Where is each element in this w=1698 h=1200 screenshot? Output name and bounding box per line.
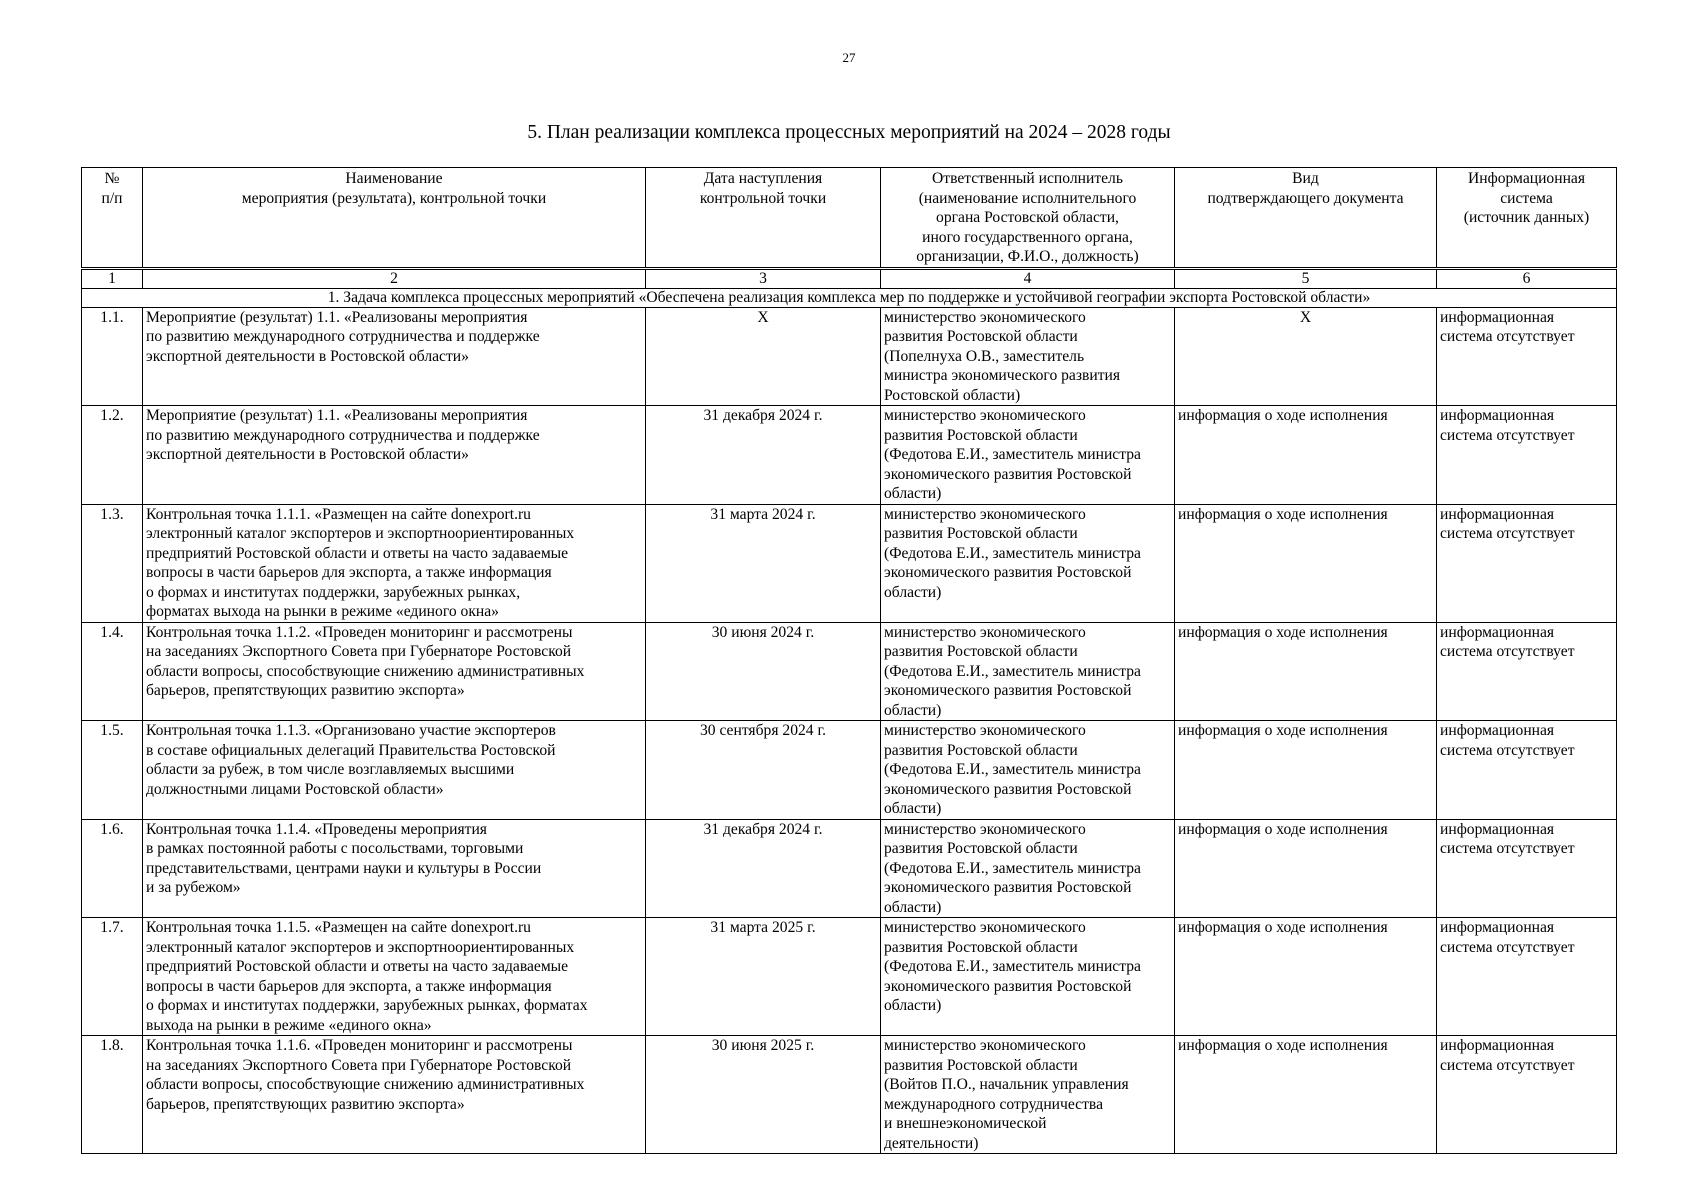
row-number: 1.5. [82, 721, 143, 820]
table-row [82, 622, 1617, 721]
column-number: 1 [82, 268, 143, 288]
row-executor: министерство экономического развития Ростовской области (Федотова Е.И., заместитель министра экономического развития Ростовской области) [881, 406, 1175, 505]
row-system: информационная система отсутствует [1437, 406, 1617, 505]
row-system: информационная система отсутствует [1437, 504, 1617, 622]
row-name: Контрольная точка 1.1.1. «Размещен на сайте donexport.ru электронный каталог экспортеров и экспортноориентированных предприятий Ростовской области и ответы на часто задаваемые вопросы в части барьеров для экспорта, а также информация о формах и институтах поддержки, зарубежных рынках, форматах выхода на рынки в режиме «единого окна» [143, 504, 646, 622]
row-date: 31 марта 2025 г. [646, 918, 881, 1036]
table-row [82, 1036, 1617, 1154]
header-executor: Ответственный исполнитель (наименование исполнительного органа Ростовской области, иного государственного органа, организации, Ф.И.О., должность) [881, 168, 1175, 269]
row-date: 30 июня 2025 г. [646, 1036, 881, 1154]
row-document: информация о ходе исполнения [1175, 406, 1437, 505]
column-number: 2 [143, 268, 646, 288]
row-executor: министерство экономического развития Ростовской области (Попелнуха О.В., заместитель министра экономического развития Ростовской области) [881, 307, 1175, 406]
row-executor: министерство экономического развития Ростовской области (Федотова Е.И., заместитель министра экономического развития Ростовской области) [881, 918, 1175, 1036]
row-number: 1.4. [82, 622, 143, 721]
row-date: 30 сентября 2024 г. [646, 721, 881, 820]
row-system: информационная система отсутствует [1437, 819, 1617, 918]
row-date: 30 июня 2024 г. [646, 622, 881, 721]
row-name: Контрольная точка 1.1.2. «Проведен мониторинг и рассмотрены на заседаниях Экспортного Совета при Губернаторе Ростовской области вопросы, способствующие снижению административных барьеров, препятствующих развитию экспорта» [143, 622, 646, 721]
task-title: 1. Задача комплекса процессных мероприятий «Обеспечена реализация комплекса мер по поддержке и устойчивой географии экспорта Ростовской области» [82, 288, 1617, 307]
task-row [82, 288, 1617, 307]
header-document: Вид подтверждающего документа [1175, 168, 1437, 269]
header-system: Информационная система (источник данных) [1437, 168, 1617, 269]
row-name: Контрольная точка 1.1.3. «Организовано участие экспортеров в составе официальных делегаций Правительства Ростовской области за рубеж, в том числе возглавляемых высшими должностными лицами Ростовской области» [143, 721, 646, 820]
header-date: Дата наступления контрольной точки [646, 168, 881, 269]
row-date: 31 декабря 2024 г. [646, 819, 881, 918]
table-row [82, 406, 1617, 505]
row-document: информация о ходе исполнения [1175, 721, 1437, 820]
column-number: 4 [881, 268, 1175, 288]
row-document: X [1175, 307, 1437, 406]
page-number: 27 [842, 50, 856, 65]
row-name: Контрольная точка 1.1.4. «Проведены мероприятия в рамках постоянной работы с посольствами, торговыми представительствами, центрами науки и культуры в России и за рубежом» [143, 819, 646, 918]
row-system: информационная система отсутствует [1437, 1036, 1617, 1154]
row-system: информационная система отсутствует [1437, 622, 1617, 721]
row-number: 1.2. [82, 406, 143, 505]
header-row [82, 168, 1617, 269]
header-number: № п/п [82, 168, 143, 269]
row-executor: министерство экономического развития Ростовской области (Федотова Е.И., заместитель министра экономического развития Ростовской области) [881, 721, 1175, 820]
row-name: Контрольная точка 1.1.6. «Проведен мониторинг и рассмотрены на заседаниях Экспортного Совета при Губернаторе Ростовской области вопросы, способствующие снижению административных барьеров, препятствующих развитию экспорта» [143, 1036, 646, 1154]
row-document: информация о ходе исполнения [1175, 622, 1437, 721]
table-row [82, 918, 1617, 1036]
row-date: 31 декабря 2024 г. [646, 406, 881, 505]
row-executor: министерство экономического развития Ростовской области (Войтов П.О., начальник управления международного сотрудничества и внешнеэкономической деятельности) [881, 1036, 1175, 1154]
row-number: 1.6. [82, 819, 143, 918]
column-number: 3 [646, 268, 881, 288]
column-number: 5 [1175, 268, 1437, 288]
row-number: 1.3. [82, 504, 143, 622]
page-title: 5. План реализации комплекса процессных мероприятий на 2024 – 2028 годы [527, 122, 1171, 143]
row-number: 1.8. [82, 1036, 143, 1154]
row-system: информационная система отсутствует [1437, 307, 1617, 406]
row-executor: министерство экономического развития Ростовской области (Федотова Е.И., заместитель министра экономического развития Ростовской области) [881, 819, 1175, 918]
row-date: X [646, 307, 881, 406]
row-system: информационная система отсутствует [1437, 918, 1617, 1036]
table-row [82, 307, 1617, 406]
row-system: информационная система отсутствует [1437, 721, 1617, 820]
plan-table [81, 167, 1617, 1154]
row-document: информация о ходе исполнения [1175, 819, 1437, 918]
table-row [82, 504, 1617, 622]
row-name: Мероприятие (результат) 1.1. «Реализованы мероприятия по развитию международного сотрудничества и поддержке экспортной деятельности в Ростовской области» [143, 307, 646, 406]
row-document: информация о ходе исполнения [1175, 504, 1437, 622]
row-name: Контрольная точка 1.1.5. «Размещен на сайте donexport.ru электронный каталог экспортеров и экспортноориентированных предприятий Ростовской области и ответы на часто задаваемые вопросы в части барьеров для экспорта, а также информация о формах и институтах поддержки, зарубежных рынках, форматах выхода на рынки в режиме «единого окна» [143, 918, 646, 1036]
table-row [82, 721, 1617, 820]
column-numbers-row [82, 268, 1617, 288]
row-number: 1.1. [82, 307, 143, 406]
row-document: информация о ходе исполнения [1175, 918, 1437, 1036]
row-number: 1.7. [82, 918, 143, 1036]
table-row [82, 819, 1617, 918]
column-number: 6 [1437, 268, 1617, 288]
header-name: Наименование мероприятия (результата), контрольной точки [143, 168, 646, 269]
row-executor: министерство экономического развития Ростовской области (Федотова Е.И., заместитель министра экономического развития Ростовской области) [881, 622, 1175, 721]
row-date: 31 марта 2024 г. [646, 504, 881, 622]
row-document: информация о ходе исполнения [1175, 1036, 1437, 1154]
row-executor: министерство экономического развития Ростовской области (Федотова Е.И., заместитель министра экономического развития Ростовской области) [881, 504, 1175, 622]
row-name: Мероприятие (результат) 1.1. «Реализованы мероприятия по развитию международного сотрудничества и поддержке экспортной деятельности в Ростовской области» [143, 406, 646, 505]
